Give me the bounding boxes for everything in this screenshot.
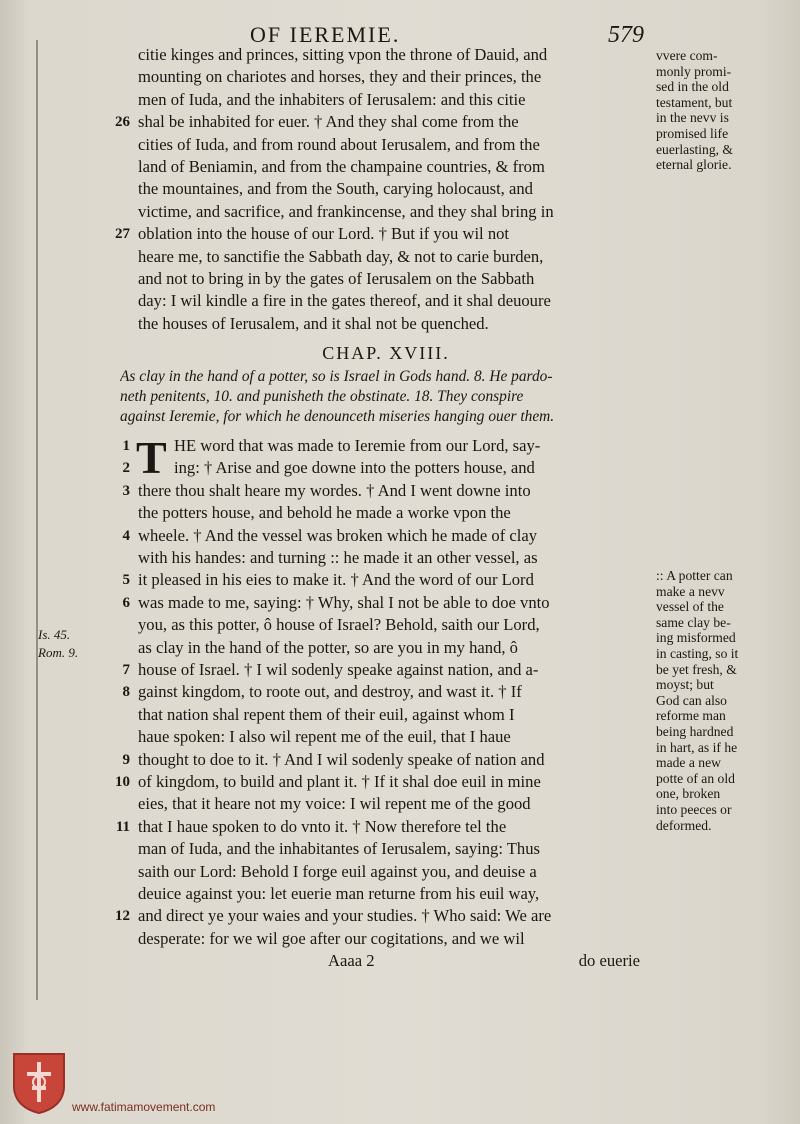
line-text: with his handes: and turning :: he made it an other vessel, as: [138, 548, 538, 568]
margin-note-line: ing misformed: [656, 630, 736, 646]
text-line: [100, 681, 652, 703]
drop-capital: T: [136, 432, 167, 484]
text-line: [100, 178, 652, 200]
verse-number: 12: [115, 908, 130, 925]
text-line: [100, 749, 652, 771]
line-text: cities of Iuda, and from round about Ierusalem, and from the: [138, 134, 540, 154]
text-line: [100, 313, 652, 335]
text-line: [100, 223, 652, 245]
line-text: of kingdom, to build and plant it. † If it shal doe euil in mine: [138, 771, 541, 791]
line-text: house of Israel. † I wil sodenly speake against nation, and a-: [138, 659, 539, 679]
line-text: as clay in the hand of the potter, so are you in my hand, ô: [138, 637, 518, 657]
line-text: saith our Lord: Behold I forge euil against you, and deuise a: [138, 861, 537, 881]
verse-number: 9: [122, 751, 130, 768]
margin-note-line: being hardned: [656, 723, 734, 739]
text-line: [100, 592, 652, 614]
line-text: desperate: for we wil goe after our cogitations, and we wil: [138, 928, 525, 948]
line-text: heare me, to sanctifie the Sabbath day, & not to carie burden,: [138, 246, 544, 266]
line-text: and direct ye your waies and your studies. † Who said: We are: [138, 906, 552, 926]
summary-line: As clay in the hand of a potter, so is Israel in Gods hand. 8. He pardo-: [120, 368, 553, 386]
text-line: [100, 480, 652, 502]
margin-note-line: sed in the old: [656, 79, 729, 95]
line-text: gainst kingdom, to roote out, and destroy, and wast it. † If: [138, 682, 522, 702]
margin-note-line: testament, but: [656, 94, 733, 110]
line-text: thought to doe to it. † And I wil sodenly speake of nation and: [138, 749, 545, 769]
gutter-divider: [36, 40, 38, 1000]
line-text: that nation shal repent them of their euil, against whom I: [138, 704, 515, 724]
text-line: [100, 905, 652, 927]
running-title: OF IEREMIE.: [250, 22, 401, 47]
line-text: haue spoken: I also wil repent me of the euil, that I haue: [138, 727, 511, 747]
line-text: the houses of Ierusalem, and it shal not be quenched.: [138, 313, 489, 333]
verse-number: 10: [115, 773, 130, 790]
text-line: [100, 547, 652, 569]
verse-number: 2: [122, 460, 130, 477]
margin-note-line: God can also: [656, 692, 727, 708]
margin-note-promises: [656, 48, 786, 173]
text-line: [100, 793, 652, 815]
line-text: the mountaines, and from the South, carying holocaust, and: [138, 179, 533, 199]
verse-number: 26: [115, 114, 130, 131]
margin-note-line: eternal glorie.: [656, 157, 732, 173]
text-line: [100, 44, 652, 66]
text-line: [100, 66, 652, 88]
margin-note-line: :: A potter can: [656, 568, 733, 583]
text-line: [100, 861, 652, 883]
summary-line: against Ieremie, for which he denounceth miseries hanging ouer them.: [120, 408, 555, 426]
margin-note-line: make a nevv: [656, 583, 725, 599]
line-text: was made to me, saying: † Why, shal I not be able to doe vnto: [138, 592, 550, 612]
margin-note-line: one, broken: [656, 786, 721, 802]
verse-number: 7: [122, 661, 130, 678]
text-line: [100, 614, 652, 636]
margin-note-line: vessel of the: [656, 599, 724, 615]
margin-note-line: in hart, as if he: [656, 739, 738, 755]
text-line: [100, 201, 652, 223]
main-text-column: [100, 44, 652, 972]
page-number: 579: [608, 22, 644, 48]
page-foot-line: [100, 950, 652, 972]
margin-note-line: into peeces or: [656, 801, 732, 817]
line-text: there thou shalt heare my wordes. † And I went downe into: [138, 480, 531, 500]
text-line: [100, 569, 652, 591]
text-line: [100, 457, 652, 479]
line-text: day: I wil kindle a fire in the gates thereof, and it shal deuoure: [138, 291, 551, 311]
margin-note-line: monly promi-: [656, 63, 732, 79]
verse-number: 11: [115, 818, 130, 835]
verse-number: 27: [115, 226, 130, 243]
margin-note-line: be yet fresh, &: [656, 661, 737, 677]
margin-note-line: reforme man: [656, 708, 726, 724]
line-text: land of Beniamin, and from the champaine countries, & from: [138, 156, 545, 176]
line-text: that I haue spoken to do vnto it. † Now therefore tel the: [138, 816, 507, 836]
margin-note-line: same clay be-: [656, 614, 731, 630]
verse-number: 5: [122, 572, 130, 589]
margin-note-line: promised life: [656, 125, 729, 141]
margin-note-line: moyst; but: [656, 677, 714, 693]
cross-references: [38, 626, 88, 662]
cross-reference: Rom. 9.: [38, 645, 79, 660]
text-line: [100, 771, 652, 793]
margin-note-line: in casting, so it: [656, 645, 739, 661]
website-watermark[interactable]: www.fatimamovement.com: [72, 1100, 216, 1114]
line-text: the potters house, and behold he made a worke vpon the: [138, 503, 511, 523]
line-text: man of Iuda, and the inhabitantes of Ierusalem, saying: Thus: [138, 839, 540, 859]
text-line: [100, 268, 652, 290]
margin-note-line: potte of an old: [656, 770, 735, 786]
line-text: eies, that it heare not my voice: I wil repent me of the good: [138, 794, 531, 814]
summary-line: neth penitents, 10. and punisheth the obstinate. 18. They conspire: [120, 388, 524, 406]
margin-note-line: made a new: [656, 755, 721, 771]
margin-note-line: in the nevv is: [656, 110, 729, 126]
verse-number: 3: [122, 482, 130, 499]
line-text: and not to bring in by the gates of Ierusalem on the Sabbath: [138, 268, 535, 288]
chapter-summary: [100, 367, 652, 427]
line-text: it pleased in his eies to make it. † And the word of our Lord: [138, 570, 534, 590]
fatima-shield-logo: [12, 1052, 66, 1114]
text-line: [100, 883, 652, 905]
text-line: [100, 659, 652, 681]
line-text: citie kinges and princes, sitting vpon the throne of Dauid, and: [138, 45, 548, 64]
signature-mark: Aaaa 2: [328, 951, 375, 971]
line-text: wheele. † And the vessel was broken which he made of clay: [138, 525, 538, 545]
verse-number: 6: [122, 594, 130, 611]
line-text: you, as this potter, ô house of Israel? Behold, saith our Lord,: [138, 615, 540, 635]
text-line: [100, 134, 652, 156]
cross-reference: Is. 45.: [38, 627, 71, 642]
text-line: [100, 246, 652, 268]
chapter-title: CHAP. XVIII.: [322, 343, 450, 364]
line-text: men of Iuda, and the inhabiters of Ierusalem: and this citie: [138, 89, 526, 109]
margin-note-line: euerlasting, &: [656, 141, 734, 157]
text-line: [100, 928, 652, 950]
line-text: deuice against you: let euerie man returne from his euil way,: [138, 883, 540, 903]
text-line: [100, 637, 652, 659]
text-line: [100, 290, 652, 312]
line-text: HE word that was made to Ieremie from our Lord, say-: [174, 436, 541, 456]
text-line: [100, 89, 652, 111]
margin-note-line: vvere com-: [656, 48, 718, 63]
line-text: oblation into the house of our Lord. † But if you wil not: [138, 224, 510, 244]
text-line: [100, 111, 652, 133]
catchword: do euerie: [578, 951, 640, 971]
text-line: [100, 726, 652, 748]
chapter-text: [100, 432, 652, 950]
verse-number: 8: [122, 684, 130, 701]
line-text: shal be inhabited for euer. † And they shal come from the: [138, 112, 519, 132]
margin-note-line: deformed.: [656, 817, 712, 833]
previous-chapter-ending: [100, 44, 652, 335]
line-text: mounting on chariotes and horses, they and their princes, the: [138, 67, 542, 87]
text-line: [100, 156, 652, 178]
line-text: victime, and sacrifice, and frankincense, and they shal bring in: [138, 201, 554, 221]
verse-number: 4: [122, 527, 130, 544]
verse-number: 1: [122, 438, 130, 455]
line-text: ing: † Arise and goe downe into the potters house, and: [174, 458, 535, 478]
text-line: [100, 525, 652, 547]
text-line: [100, 816, 652, 838]
text-line: [100, 704, 652, 726]
text-line: [100, 502, 652, 524]
margin-note-potter: [656, 568, 786, 833]
text-line: [100, 838, 652, 860]
text-line: [100, 435, 652, 457]
